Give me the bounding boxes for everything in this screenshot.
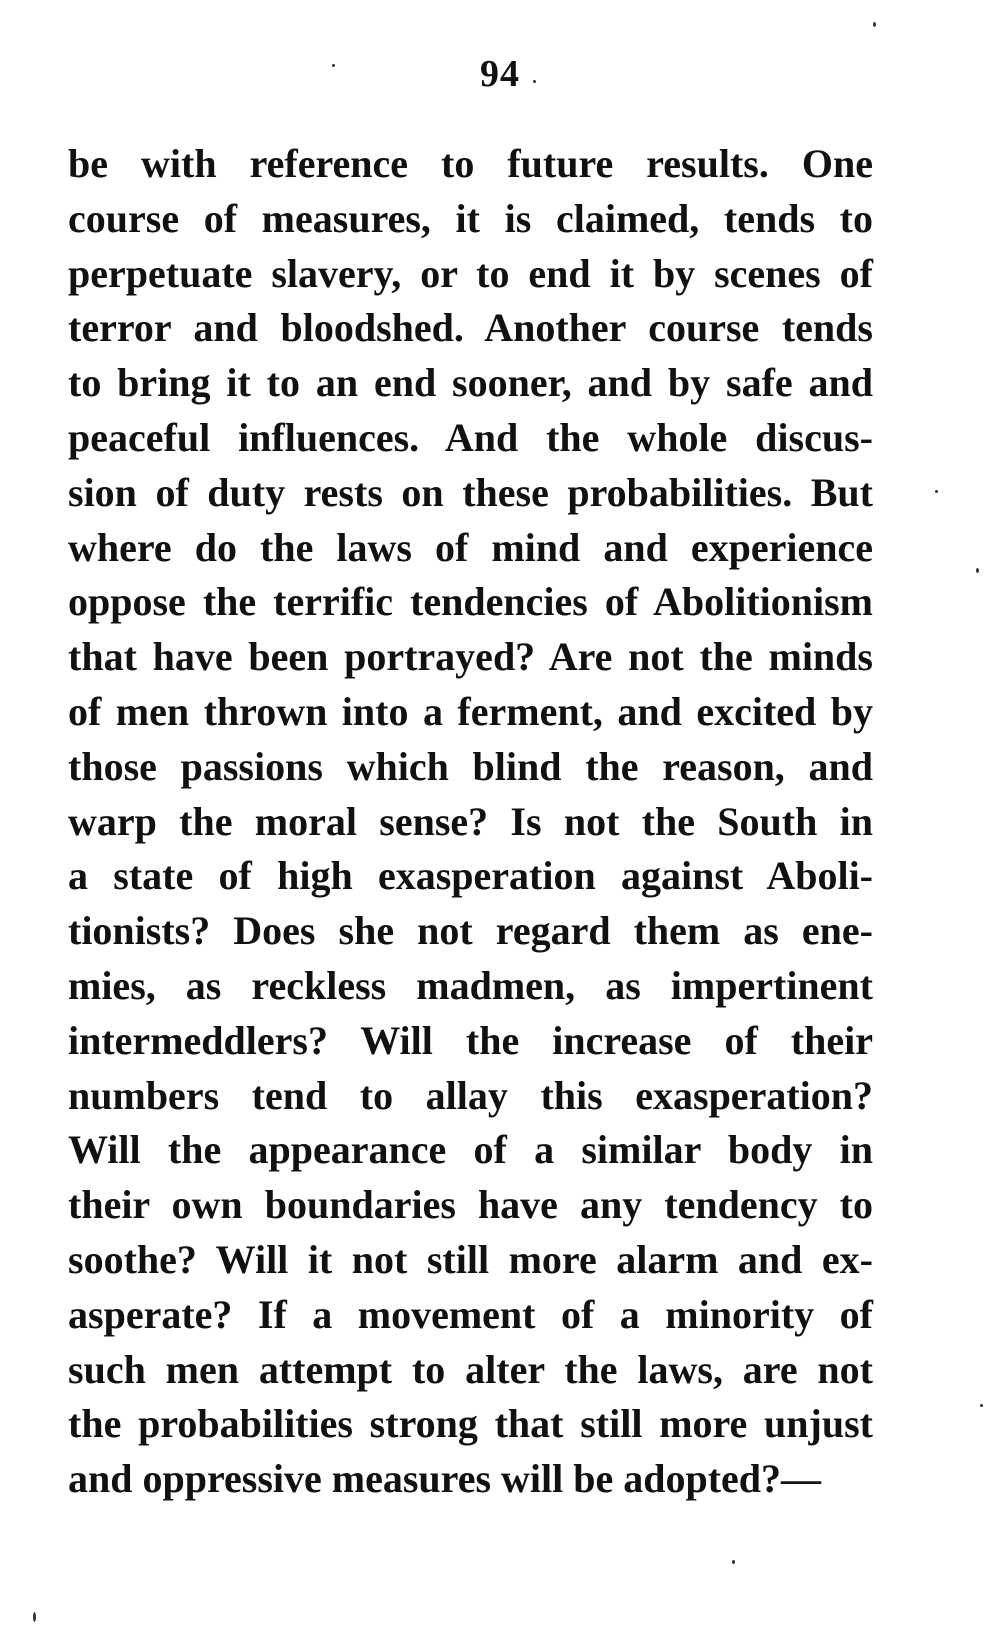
text-line: the probabilities strong that still more unjust	[68, 1401, 873, 1447]
text-line: and oppressive measures will be adopted?—	[68, 1456, 822, 1502]
text-line: such men attempt to alter the laws, are not	[68, 1346, 873, 1392]
page-number: 94	[480, 53, 520, 95]
text-line: warp the moral sense? Is not the South in	[68, 798, 873, 844]
scan-speck	[732, 1560, 735, 1564]
text-line: tionists? Does she not regard them as ene-	[68, 908, 873, 954]
scan-speck	[533, 80, 536, 83]
text-line: perpetuate slavery, or to end it by scenes of	[68, 250, 873, 296]
page-body-text	[68, 137, 873, 1507]
text-line: peaceful influences. And the whole discus-	[68, 414, 873, 460]
text-line: a state of high exasperation against Aboli-	[68, 853, 873, 899]
text-line: intermeddlers? Will the increase of their	[68, 1017, 873, 1063]
scan-speck	[935, 490, 938, 493]
text-line: those passions which blind the reason, and	[68, 743, 873, 789]
text-line: Will the appearance of a similar body in	[68, 1127, 873, 1173]
scan-speck	[976, 568, 979, 573]
scan-speck	[33, 1612, 36, 1622]
text-line: to bring it to an end sooner, and by safe and	[68, 360, 873, 406]
text-line: where do the laws of mind and experience	[68, 524, 873, 570]
text-line: terror and bloodshed. Another course tends	[68, 305, 873, 351]
text-line: sion of duty rests on these probabilities. But	[68, 469, 873, 515]
text-line: of men thrown into a ferment, and excited by	[68, 688, 873, 734]
scan-speck	[980, 1404, 983, 1407]
text-line: oppose the terrific tendencies of Abolitionism	[68, 579, 873, 625]
text-line: asperate? If a movement of a minority of	[68, 1291, 873, 1337]
scan-speck	[332, 64, 335, 67]
text-line: numbers tend to allay this exasperation?	[68, 1072, 873, 1118]
text-line: be with reference to future results. One	[68, 141, 873, 186]
text-line: that have been portrayed? Are not the minds	[68, 634, 873, 680]
text-line: mies, as reckless madmen, as impertinent	[68, 962, 873, 1008]
scan-speck	[873, 22, 876, 27]
text-line: soothe? Will it not still more alarm and ex-	[68, 1236, 873, 1282]
text-line: course of measures, it is claimed, tends to	[68, 195, 873, 241]
text-line: their own boundaries have any tendency to	[68, 1182, 873, 1228]
